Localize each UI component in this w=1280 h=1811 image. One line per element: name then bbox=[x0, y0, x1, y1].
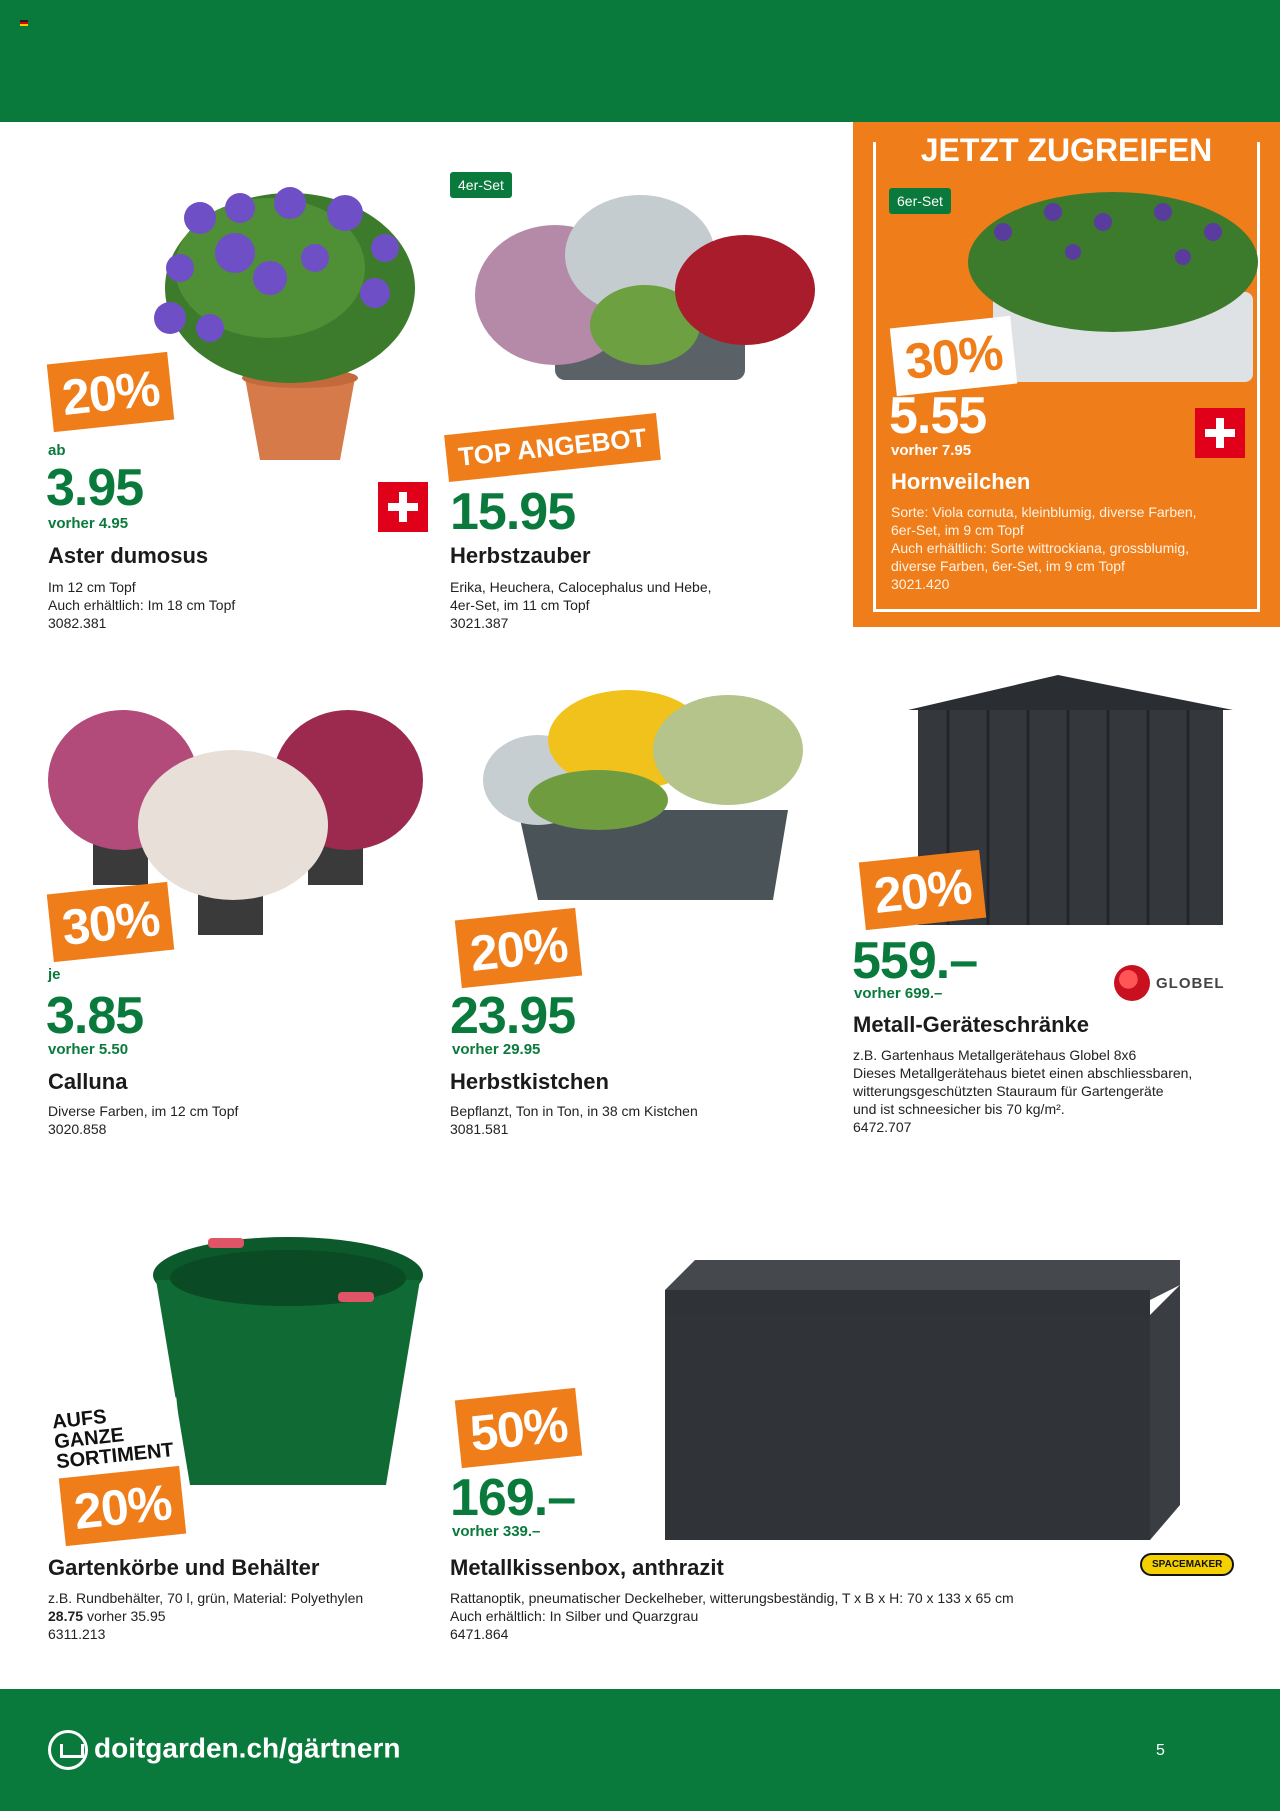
globel-logo: GLOBEL bbox=[1114, 965, 1225, 1001]
hornveilchen-title: Hornveilchen bbox=[891, 469, 1031, 494]
aster-old-price: vorher 4.95 bbox=[48, 515, 129, 532]
kissenbox-title: Metallkissenbox, anthrazit bbox=[450, 1555, 724, 1580]
kissenbox-price: 169.– bbox=[450, 1469, 576, 1527]
koerbe-image bbox=[148, 1230, 428, 1500]
herbstkistchen-image bbox=[478, 680, 828, 905]
spacemaker-logo: SPACEMAKER bbox=[1140, 1553, 1234, 1576]
hornveilchen-old-price: vorher 7.95 bbox=[891, 442, 972, 459]
aster-title: Aster dumosus bbox=[48, 543, 209, 568]
geraete-discount-badge: 20% bbox=[859, 850, 987, 930]
box-header: JETZT ZUGREIFEN bbox=[853, 132, 1280, 169]
calluna-price: 3.85 bbox=[46, 987, 144, 1045]
herbstzauber-set-tag: 4er-Set bbox=[450, 172, 512, 198]
flag-icon bbox=[20, 20, 28, 26]
herbstzauber-price: 15.95 bbox=[450, 483, 576, 541]
herbstkistchen-old-price: vorher 29.95 bbox=[452, 1041, 541, 1058]
footer-link[interactable]: doitgarden.ch/gärtnern bbox=[48, 1730, 400, 1770]
aster-discount-badge: 20% bbox=[47, 352, 175, 432]
calluna-old-price: vorher 5.50 bbox=[48, 1041, 129, 1058]
aster-description: Im 12 cm Topf Auch erhältlich: Im 18 cm Topf 3082.381 bbox=[48, 579, 236, 631]
calluna-discount-badge: 30% bbox=[47, 882, 175, 962]
herbstkistchen-description: Bepflanzt, Ton in Ton, in 38 cm Kistchen 3081.581 bbox=[450, 1103, 698, 1137]
geraete-title: Metall-Geräteschränke bbox=[853, 1012, 1089, 1037]
calluna-title: Calluna bbox=[48, 1069, 128, 1094]
swiss-cross-icon bbox=[378, 482, 428, 532]
geraete-old-price: vorher 699.– bbox=[854, 985, 943, 1002]
hornveilchen-description: Sorte: Viola cornuta, kleinblumig, diverse Farben, 6er-Set, im 9 cm Topf Auch erhältlich: Sorte wittrockiana, grossblumig, diverse Farben, 6er-Set, im 9 cm Topf 3021.420 bbox=[891, 504, 1197, 592]
calluna-description: Diverse Farben, im 12 cm Topf 3020.858 bbox=[48, 1103, 239, 1137]
hornveilchen-set-tag: 6er-Set bbox=[889, 188, 951, 214]
herbstkistchen-title: Herbstkistchen bbox=[450, 1069, 609, 1094]
hornveilchen-discount-badge: 30% bbox=[890, 316, 1018, 396]
herbstzauber-title: Herbstzauber bbox=[450, 543, 591, 568]
aster-price-prefix: ab bbox=[48, 442, 66, 459]
cart-icon bbox=[48, 1730, 88, 1770]
herbstzauber-description: Erika, Heuchera, Calocephalus und Hebe, 4er-Set, im 11 cm Topf 3021.387 bbox=[450, 579, 712, 631]
geraete-price: 559.– bbox=[852, 932, 978, 990]
aufs-ganze-sortiment-ribbon: AUFS GANZE SORTIMENT bbox=[47, 1397, 183, 1474]
page-number: 5 bbox=[1156, 1742, 1165, 1759]
koerbe-title: Gartenkörbe und Behälter bbox=[48, 1555, 320, 1580]
jetzt-zugreifen-box bbox=[853, 122, 1280, 627]
kissenbox-description: Rattanoptik, pneumatischer Deckelheber, witterungsbeständig, T x B x H: 70 x 133 x 65 cm Auch erhältlich: In Silber und Quarzgrau 6471.864 bbox=[450, 1590, 1014, 1642]
koerbe-inline-price: 28.75 bbox=[48, 1608, 84, 1624]
koerbe-description: z.B. Rundbehälter, 70 l, grün, Material: Polyethylen 28.75 vorher 35.95 6311.213 bbox=[48, 1590, 364, 1642]
herbstkistchen-discount-badge: 20% bbox=[455, 908, 583, 988]
koerbe-inline-old-price: vorher 35.95 bbox=[86, 1608, 166, 1624]
geraete-description: z.B. Gartenhaus Metallgerätehaus Globel 8x6 Dieses Metallgerätehaus bietet einen abschliessbaren, witterungsgeschützten Stauraum für Gartengeräte und ist schneesicher bis 70 kg/m². 6472.707 bbox=[853, 1047, 1193, 1135]
globel-logo-icon bbox=[1114, 965, 1150, 1001]
kissenbox-old-price: vorher 339.– bbox=[452, 1523, 541, 1540]
swiss-cross-icon bbox=[1195, 408, 1245, 458]
herbstkistchen-price: 23.95 bbox=[450, 987, 576, 1045]
kissenbox-image bbox=[665, 1260, 1180, 1545]
herbstzauber-image bbox=[455, 185, 820, 410]
header-bar bbox=[0, 0, 1280, 122]
aster-image bbox=[140, 178, 425, 468]
aster-price: 3.95 bbox=[46, 459, 144, 517]
herbstzauber-top-badge: TOP ANGEBOT bbox=[444, 413, 661, 482]
koerbe-discount-badge: 20% bbox=[59, 1466, 187, 1546]
calluna-price-prefix: je bbox=[48, 966, 61, 983]
kissenbox-discount-badge: 50% bbox=[455, 1388, 583, 1468]
hornveilchen-price: 5.55 bbox=[889, 387, 987, 445]
